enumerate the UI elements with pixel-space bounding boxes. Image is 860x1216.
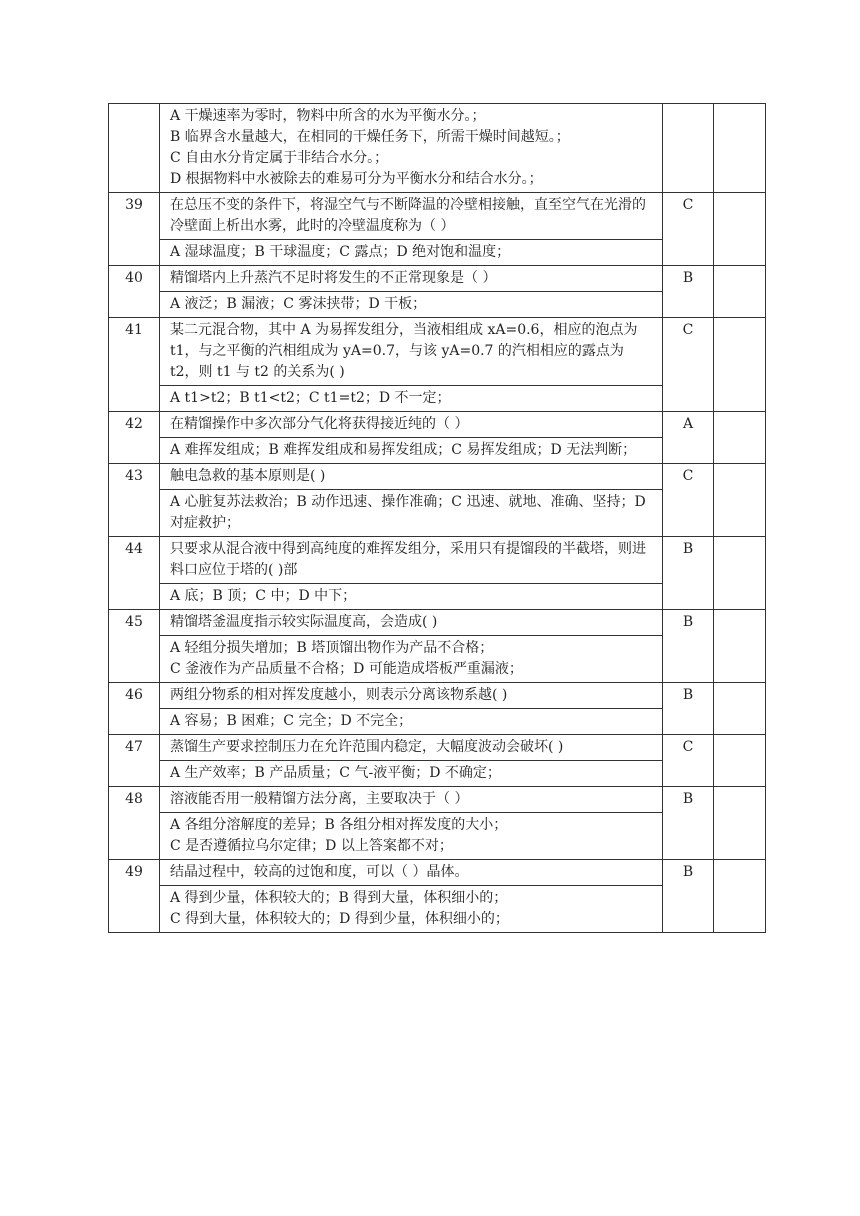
option-line: A 得到少量，体积较大的；B 得到大量，体积细小的；: [170, 890, 508, 906]
question-table: [108, 103, 766, 933]
option-line: A 液泛；B 漏液；C 雾沫挟带；D 干板；: [170, 296, 427, 312]
options-block: [160, 438, 662, 463]
question-number: 41: [109, 318, 160, 412]
question-stem: 精馏塔釜温度指示较实际温度高，会造成( ): [160, 610, 662, 636]
table-row: [109, 318, 766, 412]
answer-cell: C: [663, 318, 714, 412]
answer-cell: B: [663, 266, 714, 318]
question-body-cell: [160, 193, 663, 266]
table-row: [109, 610, 766, 683]
option-line: A 干燥速率为零时，物料中所含的水为平衡水分。；: [170, 108, 486, 124]
answer-cell: C: [663, 464, 714, 537]
question-stem: 结晶过程中，较高的过饱和度，可以（ ）晶体。: [160, 860, 662, 886]
options-block: [160, 292, 662, 317]
options-block: [160, 886, 662, 932]
question-body-cell: [160, 318, 663, 412]
answer-cell: [663, 104, 714, 193]
answer-cell: A: [663, 412, 714, 464]
answer-cell: B: [663, 860, 714, 933]
question-stem: 精馏塔内上升蒸汽不足时将发生的不正常现象是（ ）: [160, 266, 662, 292]
question-body-cell: [160, 537, 663, 610]
option-line: C 自由水分肯定属于非结合水分。；: [170, 150, 389, 166]
options-block: [160, 240, 662, 265]
options-block: [160, 104, 662, 192]
question-number: 48: [109, 787, 160, 860]
question-stem: 某二元混合物，其中 A 为易挥发组分，当液相组成 xA=0.6，相应的泡点为 t1，与之平衡的汽相组成为 yA=0.7，与该 yA=0.7 的汽相相应的露点为 t2，则 t1 与 t2 的关系为( ): [160, 318, 662, 386]
question-body-cell: [160, 735, 663, 787]
options-block: [160, 709, 662, 734]
options-block: [160, 386, 662, 411]
question-body-cell: [160, 266, 663, 318]
score-cell: [714, 683, 766, 735]
options-block: [160, 584, 662, 609]
option-line: C 是否遵循拉乌尔定律；D 以上答案都不对；: [170, 838, 453, 854]
table-row: [109, 193, 766, 266]
option-line: A t1>t2；B t1<t2；C t1=t2；D 不一定；: [170, 390, 451, 406]
table-row: [109, 735, 766, 787]
option-line: C 釜液作为产品质量不合格；D 可能造成塔板严重漏液；: [170, 661, 523, 677]
table-row: [109, 537, 766, 610]
table-row: [109, 464, 766, 537]
option-line: A 湿球温度；B 干球温度；C 露点；D 绝对饱和温度；: [170, 244, 511, 260]
question-number: 47: [109, 735, 160, 787]
score-cell: [714, 412, 766, 464]
options-block: [160, 490, 662, 536]
table-row: [109, 683, 766, 735]
question-number-cell: [109, 104, 160, 193]
table-row: [109, 787, 766, 860]
question-stem: 触电急救的基本原则是( ): [160, 464, 662, 490]
options-block: [160, 761, 662, 786]
score-cell: [714, 318, 766, 412]
score-cell: [714, 104, 766, 193]
question-body-cell: [160, 104, 663, 193]
question-stem: 在总压不变的条件下，将湿空气与不断降温的冷壁相接触，直至空气在光滑的冷壁面上析出水雾，此时的冷壁温度称为（ ）: [160, 193, 662, 240]
option-line: A 难挥发组成；B 难挥发组成和易挥发组成；C 易挥发组成；D 无法判断；: [170, 442, 637, 458]
question-stem: 蒸馏生产要求控制压力在允许范围内稳定，大幅度波动会破坏( ): [160, 735, 662, 761]
option-line: C 得到大量，体积较大的；D 得到少量，体积细小的；: [170, 911, 509, 927]
answer-cell: C: [663, 735, 714, 787]
question-number: 42: [109, 412, 160, 464]
question-body-cell: [160, 860, 663, 933]
score-cell: [714, 537, 766, 610]
score-cell: [714, 735, 766, 787]
score-cell: [714, 193, 766, 266]
answer-cell: B: [663, 787, 714, 860]
question-stem: 两组分物系的相对挥发度越小，则表示分离该物系越( ): [160, 683, 662, 709]
question-number: 45: [109, 610, 160, 683]
answer-cell: B: [663, 610, 714, 683]
question-body-cell: [160, 610, 663, 683]
question-body-cell: [160, 412, 663, 464]
options-block: [160, 813, 662, 859]
question-body-cell: [160, 683, 663, 735]
question-stem: 只要求从混合液中得到高纯度的难挥发组分，采用只有提馏段的半截塔，则进料口应位于塔的( )部: [160, 537, 662, 584]
option-line: A 容易；B 困难；C 完全；D 不完全；: [170, 713, 413, 729]
question-body-cell: [160, 787, 663, 860]
question-number: 44: [109, 537, 160, 610]
table-row: [109, 266, 766, 318]
score-cell: [714, 787, 766, 860]
question-number: 43: [109, 464, 160, 537]
option-line: A 心脏复苏法救治；B 动作迅速、操作准确；C 迅速、就地、准确、坚持；D 对症救护；: [170, 494, 646, 531]
table-row: [109, 860, 766, 933]
question-stem: 溶液能否用一般精馏方法分离，主要取决于（ ）: [160, 787, 662, 813]
option-line: A 底；B 顶；C 中；D 中下；: [170, 588, 357, 604]
answer-cell: B: [663, 683, 714, 735]
question-number: 40: [109, 266, 160, 318]
question-number: 46: [109, 683, 160, 735]
answer-cell: C: [663, 193, 714, 266]
table-row: [109, 412, 766, 464]
score-cell: [714, 266, 766, 318]
option-line: B 临界含水量越大，在相同的干燥任务下，所需干燥时间越短。；: [170, 129, 570, 145]
table-row: [109, 104, 766, 193]
score-cell: [714, 610, 766, 683]
score-cell: [714, 860, 766, 933]
question-number: 39: [109, 193, 160, 266]
options-block: [160, 636, 662, 682]
question-number: 49: [109, 860, 160, 933]
score-cell: [714, 464, 766, 537]
option-line: A 轻组分损失增加；B 塔顶馏出物作为产品不合格；: [170, 640, 494, 656]
option-line: A 各组分溶解度的差异；B 各组分相对挥发度的大小；: [170, 817, 508, 833]
option-line: A 生产效率；B 产品质量；C 气-液平衡；D 不确定；: [170, 765, 501, 781]
option-line: D 根据物料中水被除去的难易可分为平衡水分和结合水分。；: [170, 171, 543, 187]
question-stem: 在精馏操作中多次部分气化将获得接近纯的（ ）: [160, 412, 662, 438]
question-body-cell: [160, 464, 663, 537]
answer-cell: B: [663, 537, 714, 610]
